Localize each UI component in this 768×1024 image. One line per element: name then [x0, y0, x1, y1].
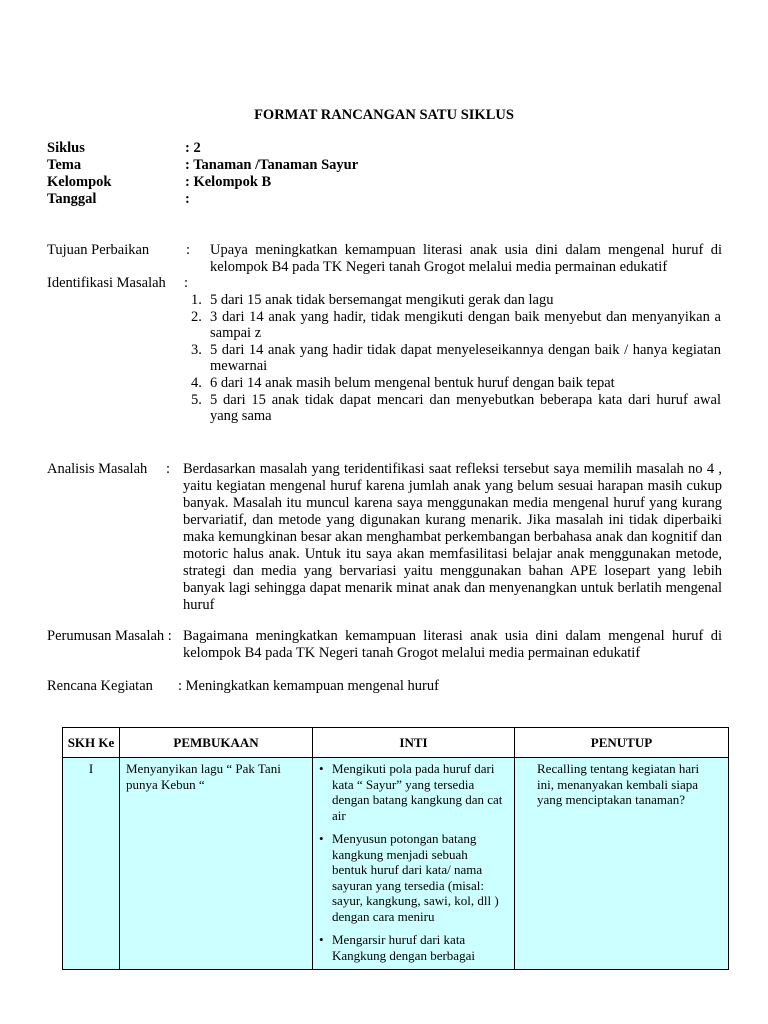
analisis-colon: : — [166, 461, 171, 477]
table-row — [63, 758, 729, 970]
header-skh: SKH Ke — [63, 728, 120, 758]
header-pembukaan: PEMBUKAAN — [120, 728, 313, 758]
bullet-icon: • — [319, 932, 324, 947]
perumusan-text: Bagaimana meningkatkan kemampuan literasi anak usia dini dalam mengenal huruf di kelompok B4 pada TK Negeri tanah Grogot melalui media permainan edukatif — [183, 628, 722, 661]
meta-value: : Tanaman /Tanaman Sayur — [185, 157, 359, 173]
table-header-row — [63, 728, 729, 758]
list-item: • Mengarsir huruf dari kata Kangkung dengan berbagai — [319, 932, 475, 963]
tujuan-colon: : — [186, 242, 191, 258]
rencana-label: Rencana Kegiatan — [47, 678, 153, 694]
cell-penutup: Recalling tentang kegiatan hari ini, menanyakan kembali siapa yang menciptakan tanaman? — [515, 758, 729, 970]
analisis-text: Berdasarkan masalah yang teridentifikasi saat refleksi tersebut saya memilih masalah no 4 , yaitu kegiatan mengenal huruf karena jumlah anak yang belum sesuai harapan masih cukup banyak. Masalah itu muncul karena saya menggunakan media mengenal huruf yang kurang bervariatif, dan metode yang digunakan kurang menarik. Jika masalah ini tidak diperbaiki maka kemungkinan besar akan menghambat perkembangan berbahasa anak dan kognitif dan motoric halus anak. Untuk itu saya akan memfasilitasi belajar anak menggunakan metode, strategi dan media yang bervariasi yaitu menggunakan bahan APE losepart yang lebih banyak lagi sehingga dapat menarik minat anak dan menyenangkan untuk berlatih mengenal huruf — [183, 461, 722, 613]
identifikasi-label: Identifikasi Masalah — [47, 275, 166, 291]
list-item: 2. 3 dari 14 anak yang hadir, tidak mengikuti dengan baik menyebut dan menyanyikan a sampai z — [191, 309, 721, 341]
issue-list — [191, 292, 721, 425]
perumusan-label: Perumusan Masalah : — [47, 628, 172, 644]
tujuan-label: Tujuan Perbaikan — [47, 242, 150, 258]
cell-pembukaan: Menyanyikan lagu “ Pak Tani punya Kebun “ — [120, 758, 313, 970]
bullet-icon: • — [319, 831, 324, 846]
cell-skh: I — [63, 758, 120, 970]
list-item: 4. 6 dari 14 anak masih belum mengenal bentuk huruf dengan baik tepat — [191, 375, 615, 391]
cell-inti — [313, 758, 515, 970]
meta-key: Siklus — [47, 140, 85, 156]
tujuan-text: Upaya meningkatkan kemampuan literasi anak usia dini dalam mengenal huruf di kelompok B4 pada TK Negeri tanah Grogot melalui media permainan edukatif — [210, 242, 722, 275]
list-item: 3. 5 dari 14 anak yang hadir tidak dapat menyeleseikannya dengan baik / hanya kegiatan mewarnai — [191, 342, 721, 374]
list-item: • Menyusun potongan batang kangkung menjadi sebuah bentuk huruf dari kata/ nama sayuran yang tersedia (misal: sayur, kangkung, sawi, kol, dll ) dengan cara meniru — [319, 831, 499, 924]
bullet-icon: • — [319, 761, 324, 776]
list-item: 5. 5 dari 15 anak tidak dapat mencari dan menyebutkan beberapa kata dari huruf awal yang sama — [191, 392, 721, 424]
list-item: • Mengikuti pola pada huruf dari kata “ Sayur” yang tersedia dengan batang kangkung dan cat air — [319, 761, 503, 823]
list-item: 1. 5 dari 15 anak tidak bersemangat mengikuti gerak dan lagu — [191, 292, 554, 308]
header-inti: INTI — [313, 728, 515, 758]
identifikasi-colon: : — [184, 275, 189, 291]
header-penutup: PENUTUP — [515, 728, 729, 758]
meta-value: : Kelompok B — [185, 174, 272, 190]
meta-value: : — [185, 191, 190, 207]
meta-key: Kelompok — [47, 174, 112, 190]
analisis-label: Analisis Masalah — [47, 461, 148, 477]
meta-key: Tanggal — [47, 191, 97, 207]
meta-value: : 2 — [185, 140, 201, 156]
meta-key: Tema — [47, 157, 82, 173]
activity-table — [62, 727, 729, 970]
rencana-text: : Meningkatkan kemampuan mengenal huruf — [178, 678, 439, 694]
document-title: FORMAT RANCANGAN SATU SIKLUS — [254, 107, 514, 123]
